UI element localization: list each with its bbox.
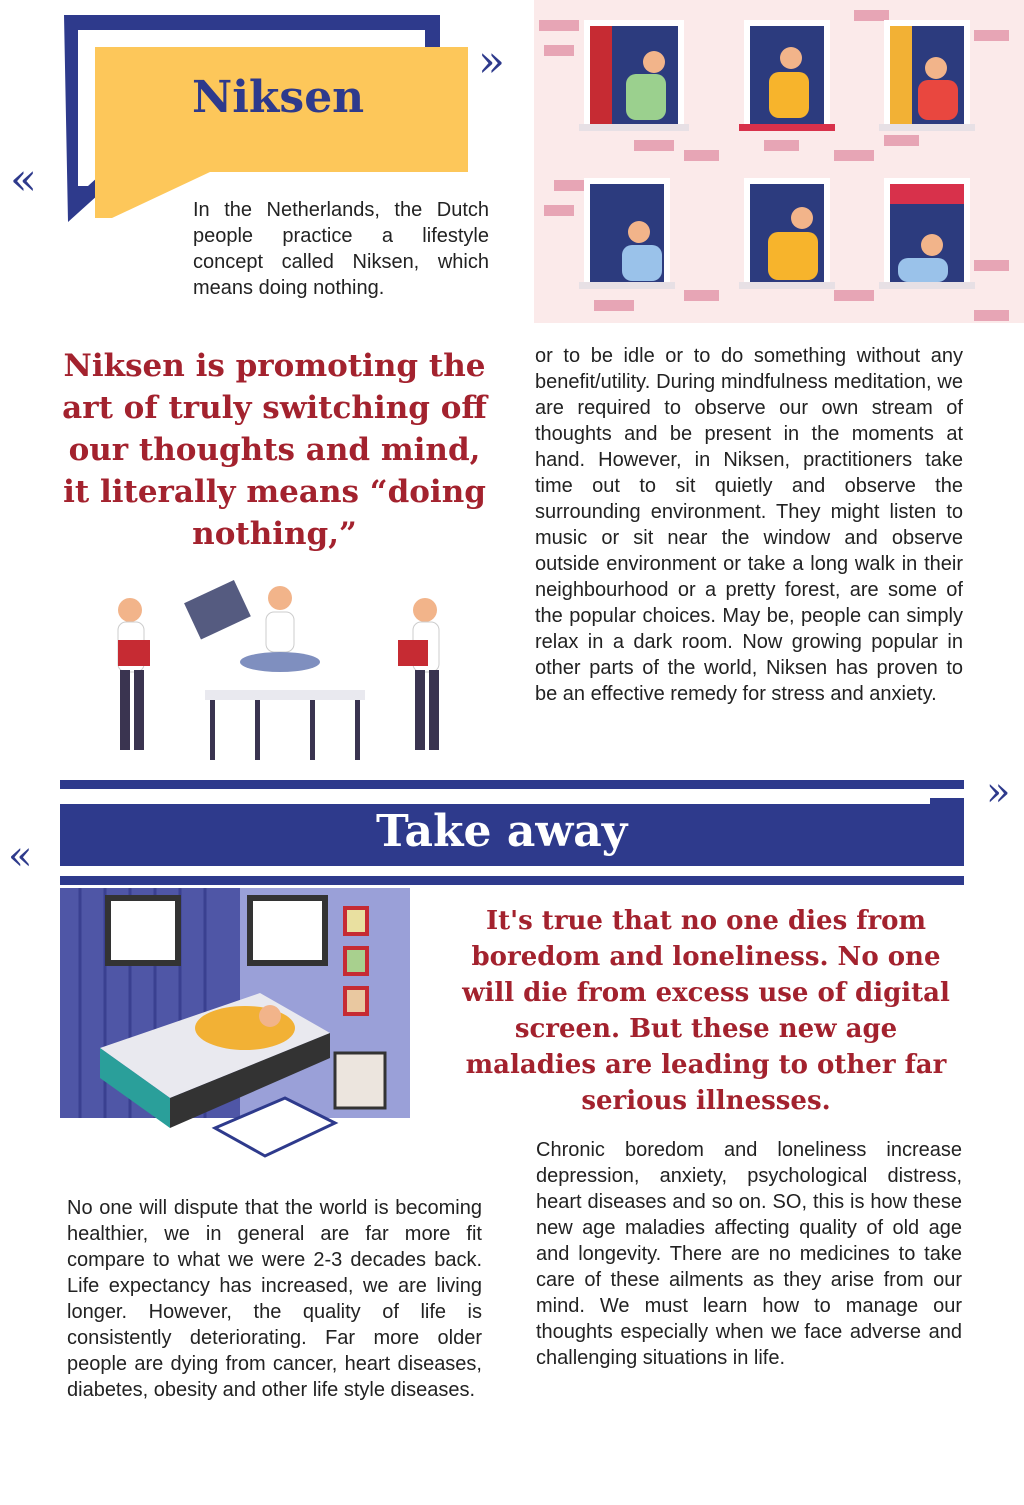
section-title-takeaway: Take away [376, 806, 628, 857]
office-illustration [80, 570, 480, 770]
page-title: Niksen [192, 72, 365, 123]
windows-illustration [534, 0, 1024, 323]
meditating-worker-image [80, 570, 480, 770]
open-quote-icon: « [10, 154, 37, 205]
takeaway-right-text: Chronic boredom and loneliness increase depression, anxiety, psychological distress, heart diseases and so on. SO, this is how these new age maladies affecting quality of old age and longevity. There are no medicines to take care of these ailments as they arise from our mind. We must learn how to manage our thoughts especially when we face adverse and challenging situations in life. [536, 1139, 962, 1369]
pull-quote-takeaway: It's true that no one dies from boredom and loneliness. No one will die from excess use of digital screen. But these new age maladies are leading to other far serious illnesses. [462, 906, 950, 1116]
niksen-body-text: or to be idle or to do something without any benefit/utility. During mindfulness meditation, we are required to observe our own stream of thoughts and be present in the moments at hand. However, in Niksen, practitioners take time out to sit quietly and observe the surrounding environment. They might listen to music or sit near the window and observe outside environment or take a long walk in their neighbourhood or a pretty forest, are some of the popular choices. May be, people can simply relax in a dark room. Now growing popular in other parts of the world, Niksen has proven to be an effective remedy for stress and anxiety. [535, 345, 963, 705]
pull-quote-niksen: Niksen is promoting the art of truly switching off our thoughts and mind, it literally means “doing nothing,” [62, 348, 487, 552]
lonely-person-bed-image [60, 888, 410, 1183]
close-quote-icon: » [478, 36, 505, 87]
close-quote-icon-2: » [986, 769, 1011, 815]
intro-text: In the Netherlands, the Dutch people practice a lifestyle concept called Niksen, which means doing nothing. [193, 199, 489, 299]
bedroom-illustration [60, 888, 410, 1183]
neighbours-windows-image [534, 0, 1024, 323]
open-quote-icon-2: « [8, 833, 33, 879]
takeaway-left-text: No one will dispute that the world is becoming healthier, we in general are far more fit compare to what we were 2-3 decades back. Life expectancy has increased, we are living longer. However, the quality of life is consistently deteriorating. Far more older people are dying from cancer, heart diseases, diabetes, obesity and other life style diseases. [67, 1197, 482, 1401]
